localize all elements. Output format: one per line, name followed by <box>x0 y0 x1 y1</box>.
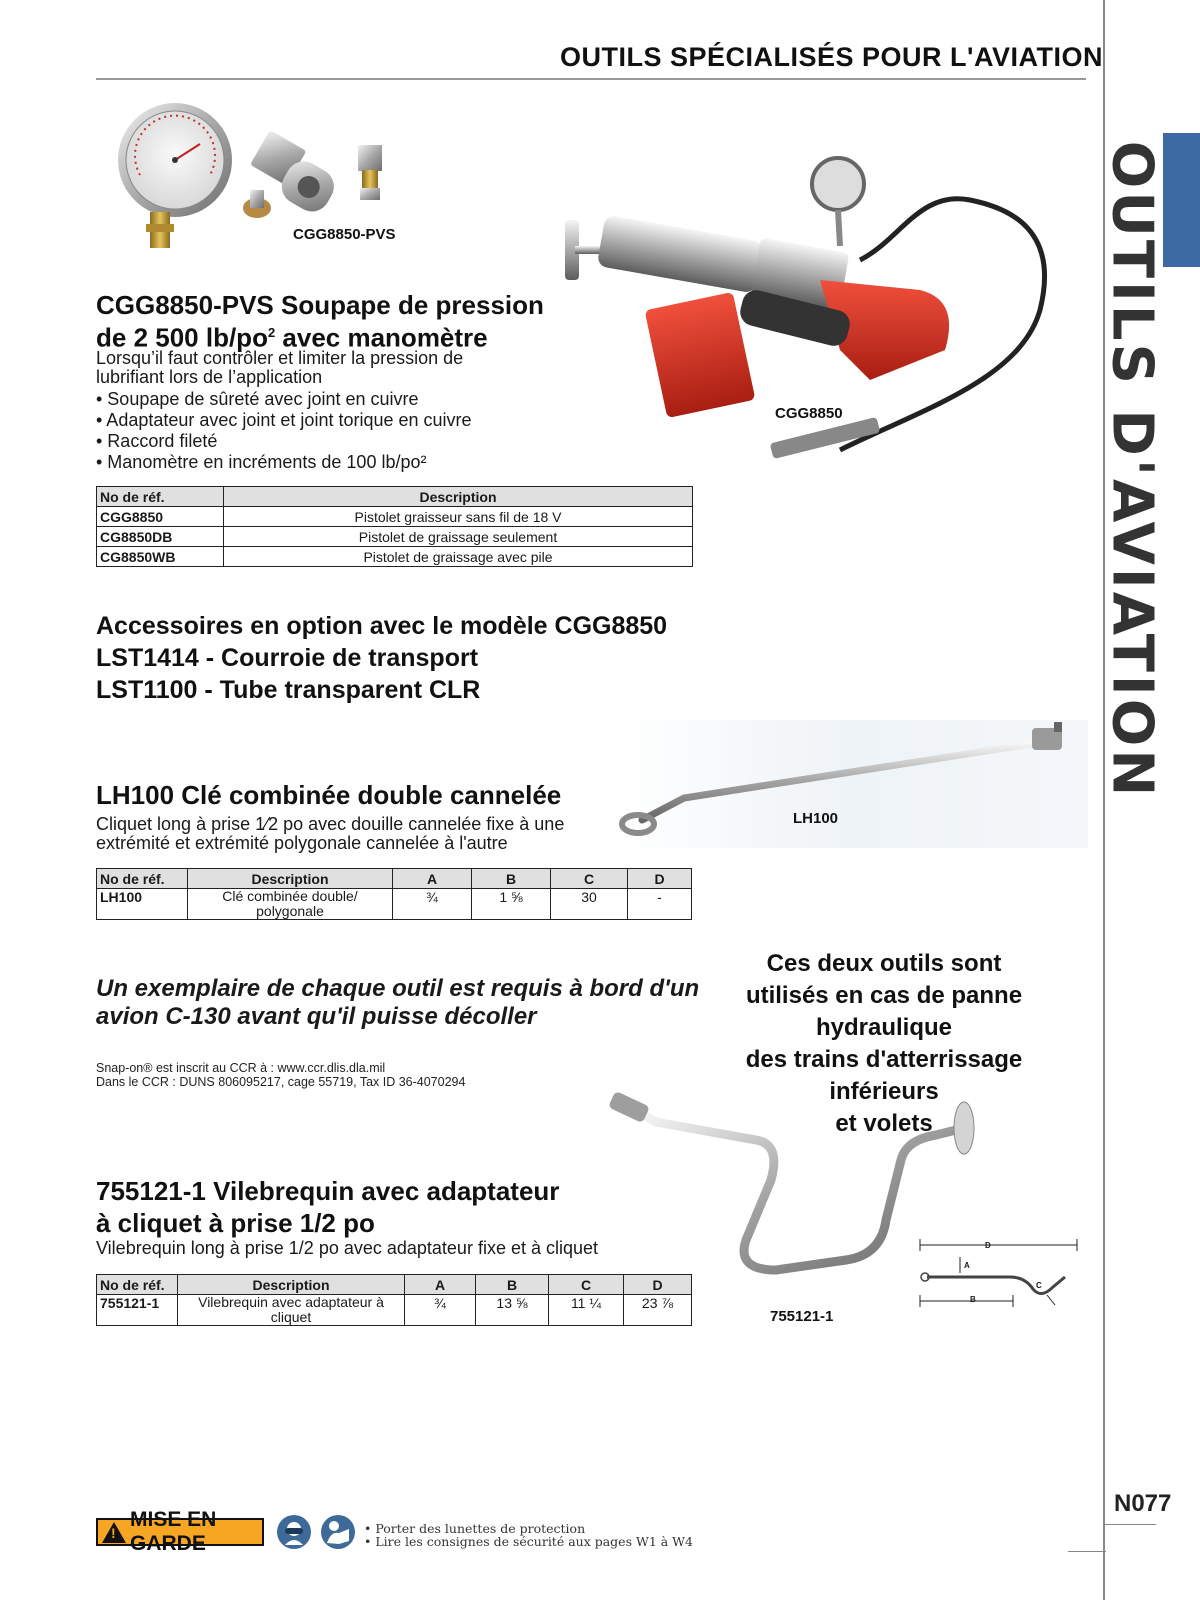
optional-accessories <box>96 610 667 706</box>
product-title-line-1: 755121-1 Vilebrequin avec adaptateur <box>96 1176 560 1206</box>
cell-description <box>188 889 393 920</box>
header-rule <box>96 78 1086 80</box>
column-header-ref: No de réf. <box>97 487 224 507</box>
warning-triangle-icon <box>102 1522 126 1543</box>
table-row <box>97 547 693 567</box>
description-line: lubrifiant lors de l’application <box>96 367 323 387</box>
safety-instructions <box>364 1522 693 1548</box>
column-header-ref: No de réf. <box>97 869 188 889</box>
diagram-label-a: A <box>964 1261 970 1270</box>
755121-1-spec-table <box>96 1274 692 1326</box>
accessories-heading: Accessoires en option avec le modèle CGG8850 <box>96 612 668 640</box>
cell-c: 30 <box>551 889 628 920</box>
page-number-rule <box>1104 1524 1156 1525</box>
cell-ref: CG8850DB <box>97 527 224 547</box>
reader-icon <box>321 1515 355 1549</box>
goggles-icon <box>277 1515 311 1549</box>
cell-description-line: Vilebrequin avec adaptateur à <box>198 1294 384 1310</box>
column-header-c: C <box>549 1275 624 1295</box>
product-lh100-title: LH100 Clé combinée double cannelée <box>96 780 562 810</box>
cell-ref: LH100 <box>97 889 188 920</box>
page-foot-rule <box>1068 1551 1106 1552</box>
feature-item: • Raccord fileté <box>96 431 218 451</box>
table-row <box>97 889 692 920</box>
cell-b: 13 ⅝ <box>476 1295 549 1326</box>
product-title-gauge: avec manomètre <box>275 322 488 353</box>
lh100-spec-table <box>96 868 692 920</box>
table-header-row <box>97 869 692 889</box>
superscript: 2 <box>267 325 276 340</box>
image-label-lh100: LH100 <box>793 810 839 827</box>
cell-ref: CG8850WB <box>97 547 224 567</box>
note-line: Un exemplaire de chaque outil est requis à bord d'un <box>96 975 700 1002</box>
safety-item: • Porter des lunettes de protection <box>364 1521 586 1536</box>
cell-d: - <box>628 889 692 920</box>
note-line: Dans le CCR : DUNS 806095217, cage 55719, Tax ID 36-4070294 <box>96 1075 466 1089</box>
description-line: Lorsqu’il faut contrôler et limiter la pression de <box>96 348 464 368</box>
feature-item: • Soupape de sûreté avec joint en cuivre <box>96 389 419 409</box>
column-header-ref: No de réf. <box>97 1275 178 1295</box>
product-755121-1-title <box>96 1175 559 1239</box>
cell-description-line: polygonale <box>256 903 324 919</box>
cell-a: ¾ <box>393 889 472 920</box>
table-header-row <box>97 487 693 507</box>
accessory-item: LST1100 - Tube transparent CLR <box>96 676 481 704</box>
lh100-wrench-image <box>614 720 1088 848</box>
column-header-c: C <box>551 869 628 889</box>
note-line: des trains d'atterrissage inférieurs <box>745 1046 1023 1105</box>
note-line: avion C-130 avant qu'il puisse décoller <box>96 1003 537 1030</box>
ccr-registration-note <box>96 1061 465 1089</box>
cell-c: 11 ¼ <box>549 1295 624 1326</box>
side-section-title-text: OUTILS D'AVIATION <box>1099 140 1165 800</box>
safety-item: • Lire les consignes de sécurité aux pages W1 à W4 <box>364 1534 693 1549</box>
table-header-row <box>97 1275 692 1295</box>
column-header-b: B <box>476 1275 549 1295</box>
image-label-755121-1: 755121-1 <box>770 1308 834 1325</box>
diagram-label-d: D <box>985 1241 991 1250</box>
description-line: Cliquet long à prise 1⁄2 po avec douille cannelée fixe à une <box>96 814 565 834</box>
product-cgg8850-pvs-title <box>96 292 544 352</box>
dimension-diagram <box>915 1235 1085 1330</box>
side-section-title <box>1099 80 1165 860</box>
table-row <box>97 1295 692 1326</box>
accessory-item: LST1414 - Courroie de transport <box>96 644 479 672</box>
product-cgg8850-pvs-description <box>96 349 472 473</box>
cell-description-line: Clé combinée double/ <box>222 888 358 904</box>
product-title-line-2: à cliquet à prise 1/2 po <box>96 1208 375 1238</box>
c130-requirement-note <box>96 975 699 1031</box>
grease-gun-image <box>540 150 1080 480</box>
column-header-a: A <box>393 869 472 889</box>
table-row <box>97 507 693 527</box>
page-header: OUTILS SPÉCIALISÉS POUR L'AVIATION <box>560 42 1103 72</box>
feature-item: • Manomètre en incréments de 100 lb/po² <box>96 452 427 472</box>
column-header-description: Description <box>178 1275 405 1295</box>
product-title-line-2 <box>96 319 544 352</box>
image-label-cgg8850: CGG8850 <box>775 405 843 422</box>
diagram-label-c: C <box>1036 1281 1042 1290</box>
column-header-d: D <box>624 1275 692 1295</box>
cell-a: ¾ <box>405 1295 476 1326</box>
cell-description: Pistolet graisseur sans fil de 18 V <box>224 507 693 527</box>
section-tab <box>1163 133 1200 267</box>
column-header-d: D <box>628 869 692 889</box>
image-label-cgg8850-pvs: CGG8850-PVS <box>293 226 396 243</box>
warning-label <box>96 1508 264 1555</box>
column-header-description: Description <box>224 487 693 507</box>
note-line: Ces deux outils sont <box>766 950 1002 977</box>
warning-label-text: MISE EN GARDE <box>130 1508 217 1555</box>
feature-list <box>96 389 472 473</box>
note-line: et volets <box>835 1110 933 1137</box>
cell-ref: 755121-1 <box>97 1295 178 1326</box>
cell-description: Pistolet de graissage avec pile <box>224 547 693 567</box>
product-755121-1-description: Vilebrequin long à prise 1/2 po avec adaptateur fixe et à cliquet <box>96 1238 599 1258</box>
cell-description: Pistolet de graissage seulement <box>224 527 693 547</box>
feature-item: • Adaptateur avec joint et joint torique en cuivre <box>96 410 472 430</box>
diagram-label-b: B <box>970 1295 976 1304</box>
column-header-description: Description <box>188 869 393 889</box>
product-lh100-description <box>96 815 564 853</box>
column-header-b: B <box>472 869 551 889</box>
cell-b: 1 ⅝ <box>472 889 551 920</box>
cgg8850-spec-table <box>96 486 693 567</box>
product-title-line-1: CGG8850-PVS Soupape de pression <box>96 290 544 320</box>
column-header-a: A <box>405 1275 476 1295</box>
cell-description <box>178 1295 405 1326</box>
cell-d: 23 ⅞ <box>624 1295 692 1326</box>
note-line: utilisés en cas de panne hydraulique <box>745 982 1023 1041</box>
note-line: Snap-on® est inscrit au CCR à : www.ccr.dlis.dla.mil <box>96 1061 386 1075</box>
cell-ref: CGG8850 <box>97 507 224 527</box>
cell-description-line: cliquet <box>270 1309 312 1325</box>
description-line: extrémité et extrémité polygonale cannelée à l'autre <box>96 833 508 853</box>
table-row <box>97 527 693 547</box>
page-number: N077 <box>1114 1490 1172 1517</box>
product-title-pressure: de 2 500 lb/po <box>96 322 268 353</box>
